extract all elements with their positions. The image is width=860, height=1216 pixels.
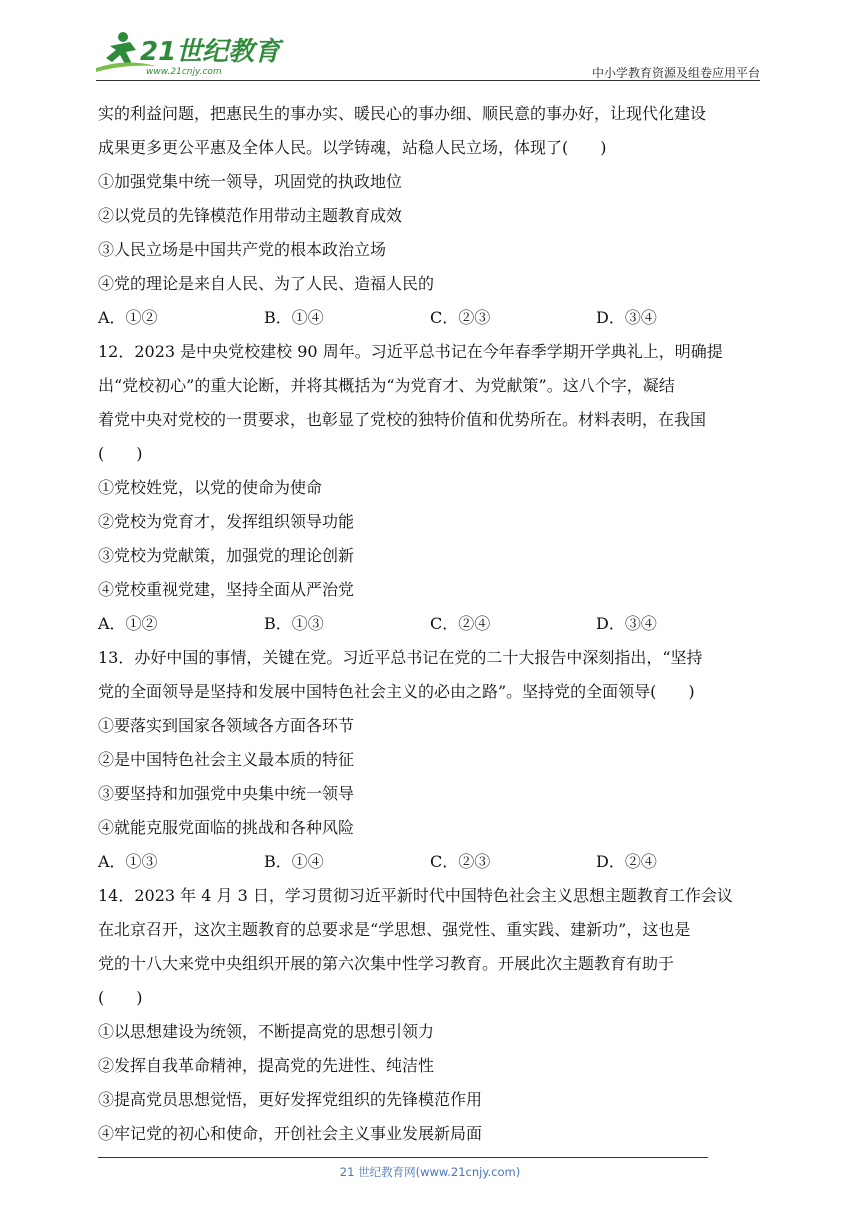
question-text-line: 在北京召开，这次主题教育的总要求是“学思想、强党性、重实践、建新功”，这也是: [98, 920, 691, 939]
statement-item: ①以思想建设为统领，不断提高党的思想引领力: [98, 1022, 435, 1041]
page-footer: 21 世纪教育网(www.21cnjy.com): [339, 1165, 521, 1179]
question-text-line: 12．2023 是中央党校建校 90 周年。习近平总书记在今年春季学期开学典礼上，明确提: [98, 342, 723, 361]
question-text-line: 着党中央对党校的一贯要求，也彰显了党校的独特价值和优势所在。材料表明，在我国: [98, 410, 707, 429]
option-c: C．②③: [430, 852, 491, 871]
option-c: C．②④: [430, 614, 491, 633]
question-text-line: ( ): [98, 988, 143, 1007]
statement-item: ③提高党员思想觉悟，更好发挥党组织的先锋模范作用: [98, 1090, 483, 1109]
statement-item: ②党校为党育才，发挥组织领导功能: [98, 512, 355, 531]
statement-item: ①要落实到国家各领域各方面各环节: [98, 716, 355, 735]
question-text-line: 实的利益问题，把惠民生的事办实、暖民心的事办细、顺民意的事办好，让现代化建设: [98, 104, 707, 123]
header-divider: [96, 80, 760, 81]
question-text-line: 13．办好中国的事情，关键在党。习近平总书记在党的二十大报告中深刻指出，“坚持: [98, 648, 703, 667]
answer-options: [98, 301, 762, 335]
option-d: D．②④: [596, 852, 657, 871]
option-d: D．③④: [596, 614, 657, 633]
question-text-line: 成果更多更公平惠及全体人民。以学铸魂，站稳人民立场，体现了( ): [98, 138, 607, 157]
question-text-line: 出“党校初心”的重大论断，并将其概括为“为党育才、为党献策”。这八个字，凝结: [98, 376, 675, 395]
statement-item: ①加强党集中统一领导，巩固党的执政地位: [98, 172, 403, 191]
statement-item: ③党校为党献策，加强党的理论创新: [98, 546, 355, 565]
question-text-line: 党的全面领导是坚持和发展中国特色社会主义的必由之路”。坚持党的全面领导( ): [98, 682, 695, 701]
statement-item: ②是中国特色社会主义最本质的特征: [98, 750, 355, 769]
statement-item: ④党校重视党建，坚持全面从严治党: [98, 580, 355, 599]
statement-item: ③人民立场是中国共产党的根本政治立场: [98, 240, 387, 259]
question-content: [98, 97, 762, 1151]
option-b: B．①④: [264, 852, 324, 871]
option-b: B．①④: [264, 308, 324, 327]
statement-item: ②以党员的先锋模范作用带动主题教育成效: [98, 206, 403, 225]
answer-options: [98, 845, 762, 879]
site-logo: [96, 28, 281, 78]
platform-name: 中小学教育资源及组卷应用平台: [591, 66, 760, 80]
option-d: D．③④: [596, 308, 657, 327]
question-13: [98, 641, 762, 879]
question-text-line: 14．2023 年 4 月 3 日，学习贯彻习近平新时代中国特色社会主义思想主题教育工作会议: [98, 886, 733, 905]
footer-divider: [98, 1157, 708, 1158]
statement-item: ②发挥自我革命精神，提高党的先进性、纯洁性: [98, 1056, 435, 1075]
question-11: [98, 97, 762, 335]
question-12: [98, 335, 762, 641]
option-c: C．②③: [430, 308, 491, 327]
statement-item: ④牢记党的初心和使命，开创社会主义事业发展新局面: [98, 1124, 483, 1143]
statement-item: ④就能克服党面临的挑战和各种风险: [98, 818, 355, 837]
option-a: A．①②: [98, 308, 158, 327]
svg-text:www.21cnjy.com: www.21cnjy.com: [146, 67, 222, 77]
statement-item: ①党校姓党，以党的使命为使命: [98, 478, 323, 497]
statement-item: ④党的理论是来自人民、为了人民、造福人民的: [98, 274, 435, 293]
option-b: B．①③: [264, 614, 324, 633]
option-a: A．①③: [98, 852, 158, 871]
svg-text:21世纪教育: 21世纪教育: [140, 37, 281, 67]
answer-options: [98, 607, 762, 641]
question-text-line: ( ): [98, 444, 143, 463]
page-header: [96, 28, 760, 80]
question-text-line: 党的十八大来党中央组织开展的第六次集中性学习教育。开展此次主题教育有助于: [98, 954, 675, 973]
statement-item: ③要坚持和加强党中央集中统一领导: [98, 784, 355, 803]
option-a: A．①②: [98, 614, 158, 633]
question-14: [98, 879, 762, 1151]
